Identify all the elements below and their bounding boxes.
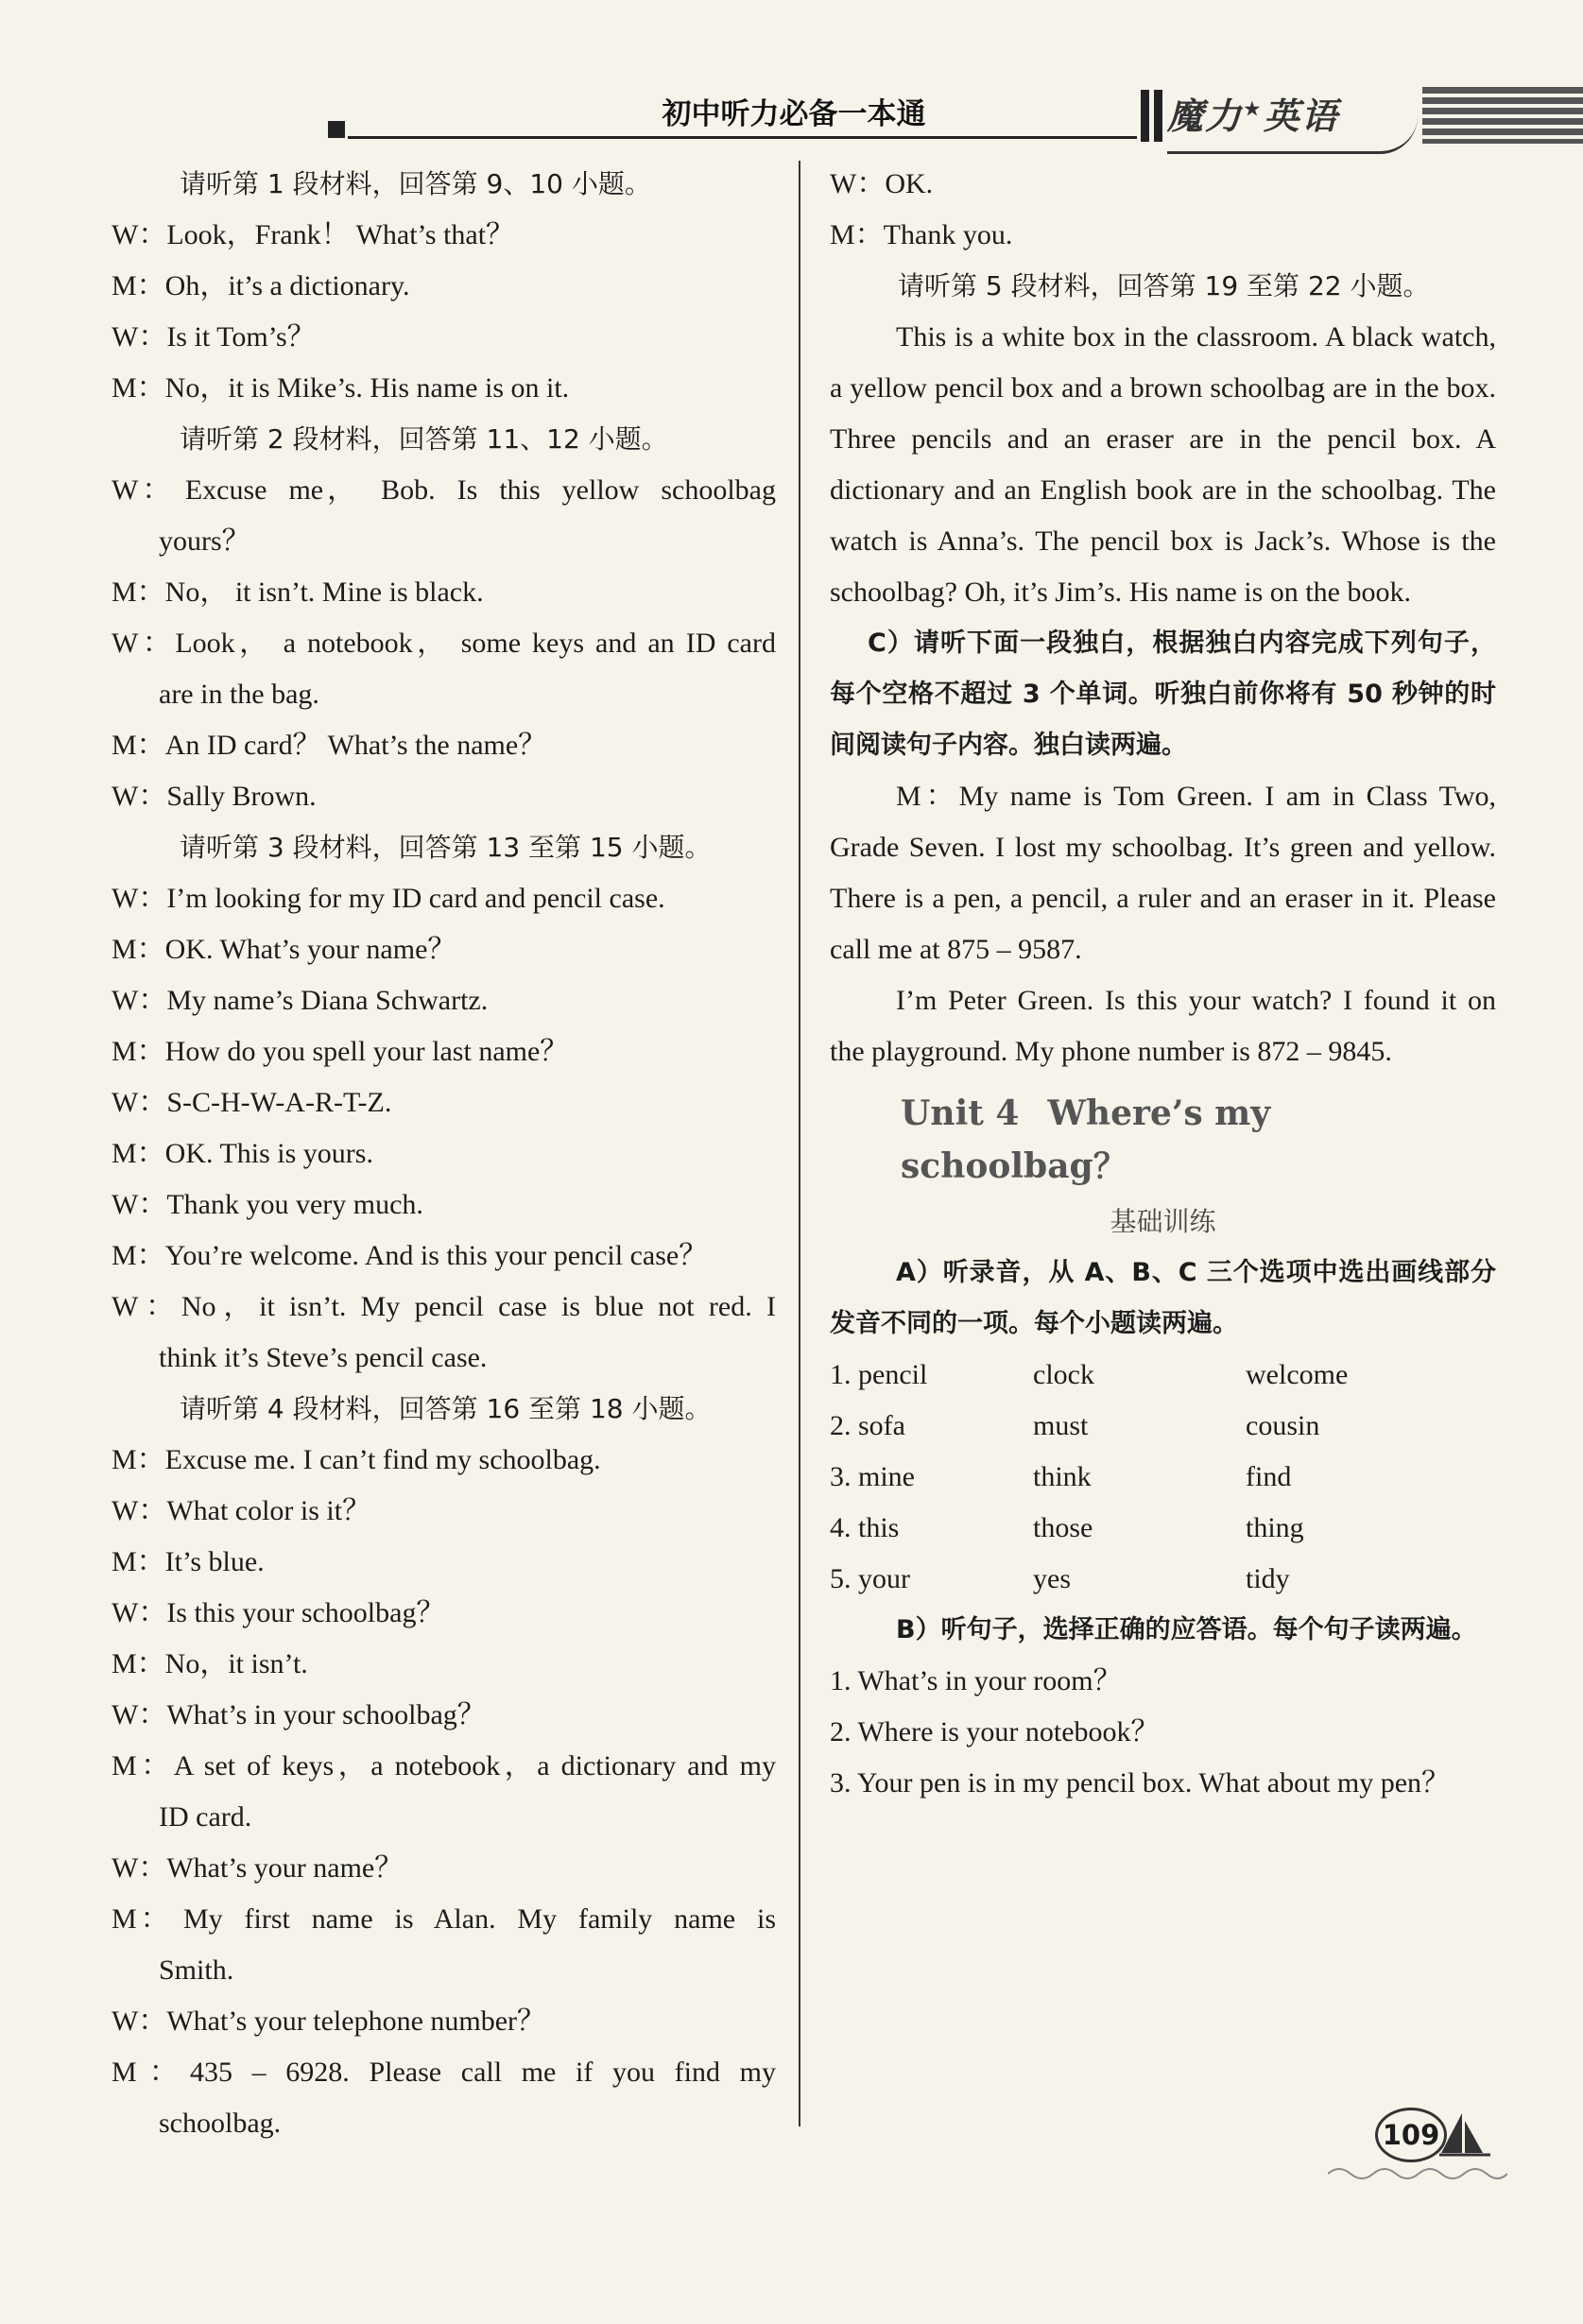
page-number-badge	[1375, 2108, 1498, 2164]
dialogue-line: W：I’m looking for my ID card and pencil case.	[112, 883, 665, 914]
section-heading: 请听第 1 段材料，回答第 9、10 小题。	[180, 168, 651, 199]
dialogue-line: M：No， it isn’t. Mine is black.	[112, 577, 484, 608]
dialogue-line: W：My name’s Diana Schwartz.	[112, 985, 489, 1016]
dialogue-line: W：OK.	[830, 168, 934, 199]
partA-row	[830, 1452, 1496, 1503]
dialogue-line: W：Is it Tom’s？	[112, 321, 316, 353]
dialogue-line: W：Look， a notebook， some keys and an ID card	[112, 628, 776, 659]
right-column	[830, 159, 1496, 1809]
dialogue-continuation: Smith.	[159, 1954, 234, 1986]
partA-row	[830, 1503, 1496, 1554]
section-heading: 请听第 4 段材料，回答第 16 至第 18 小题。	[180, 1393, 712, 1424]
option-c: tidy	[1246, 1563, 1290, 1594]
column-divider	[799, 161, 800, 2126]
partC-instruction: C）请听下面一段独白，根据独白内容完成下列句子，每个空格不超过 3 个单词。听独白前你将有 50 秒钟的时间阅读句子内容。独白读两遍。	[830, 628, 1496, 760]
partB-item: 1. What’s in your room？	[830, 1665, 1122, 1696]
header-square-mark	[328, 121, 345, 138]
section5-paragraph: This is a white box in the classroom. A black watch, a yellow pencil box and a brown schoolbag are in the box. Three pencils and an eraser are in the pencil box. A dictionary and an English book are in the schoolbag. The watch is Anna’s. The pencil box is Jack’s. Whose is the schoolbag? Oh, it’s Jim’s. His name is on the book.	[830, 321, 1496, 608]
dialogue-line: W：No，it isn’t. My pencil case is blue not red. I	[112, 1291, 776, 1322]
wave-decoration	[1328, 2164, 1507, 2183]
dialogue-line: M：No，it isn’t.	[112, 1648, 308, 1679]
dialogue-continuation: are in the bag.	[159, 679, 319, 710]
monologue-paragraph: I’m Peter Green. Is this your watch? I found it on the playground. My phone number is 872 – 9845.	[830, 985, 1496, 1067]
partA-instruction: A）听录音，从 A、B、C 三个选项中选出画线部分发音不同的一项。每个小题读两遍。	[830, 1258, 1496, 1338]
section-heading: 请听第 3 段材料，回答第 13 至第 15 小题。	[180, 832, 712, 863]
dialogue-line: M：No，it is Mike’s. His name is on it.	[112, 372, 570, 404]
left-column	[112, 159, 776, 2149]
dialogue-line: W：S-C-H-W-A-R-T-Z.	[112, 1087, 392, 1118]
option-b: clock	[1033, 1359, 1094, 1390]
option-c: welcome	[1246, 1359, 1349, 1390]
subtitle: 基础训练	[1110, 1206, 1216, 1237]
dialogue-line: M：Oh，it’s a dictionary.	[112, 270, 410, 301]
unit-label: Unit 4	[901, 1093, 1020, 1133]
partA-row	[830, 1401, 1496, 1452]
option-a: 3. mine	[830, 1461, 915, 1492]
dialogue-line: W：Look，Frank！ What’s that？	[112, 219, 515, 250]
dialogue-continuation: think it’s Steve’s pencil case.	[159, 1342, 488, 1373]
brand-left: 魔力	[1167, 95, 1244, 137]
option-a: 5. your	[830, 1563, 910, 1594]
star-icon: ★	[1243, 97, 1264, 122]
option-c: find	[1246, 1461, 1292, 1492]
unit-heading	[830, 1087, 1496, 1193]
header-rule	[348, 136, 1137, 139]
dialogue-line: W：What’s in your schoolbag？	[112, 1699, 486, 1730]
option-c: thing	[1246, 1512, 1304, 1543]
brand-logo	[1167, 87, 1418, 154]
header-title: 初中听力必备一本通	[662, 97, 926, 131]
option-b: yes	[1033, 1563, 1071, 1594]
dialogue-line: M：You’re welcome. And is this your pencil case？	[112, 1240, 708, 1271]
option-b: think	[1033, 1461, 1092, 1492]
dialogue-line: W：What’s your name？	[112, 1852, 404, 1884]
option-a: 4. this	[830, 1512, 900, 1543]
option-c: cousin	[1246, 1410, 1320, 1441]
partA-row	[830, 1350, 1496, 1401]
monologue-paragraph: M：My name is Tom Green. I am in Class Two, Grade Seven. I lost my schoolbag. It’s green and yellow. There is a pen, a pencil, a ruler and an eraser in it. Please call me at 875 – 9587.	[830, 781, 1496, 965]
dialogue-line: W： Excuse me， Bob. Is this yellow schoolbag	[112, 474, 776, 506]
option-b: must	[1033, 1410, 1089, 1441]
section-heading: 请听第 5 段材料，回答第 19 至第 22 小题。	[898, 270, 1430, 301]
dialogue-line: M：A set of keys，a notebook，a dictionary and my	[112, 1750, 776, 1782]
option-a: 2. sofa	[830, 1410, 905, 1441]
dialogue-continuation: yours？	[159, 525, 250, 557]
option-a: 1. pencil	[830, 1359, 928, 1390]
header-stripes	[1422, 87, 1583, 144]
section-heading: 请听第 2 段材料，回答第 11、12 小题。	[180, 423, 668, 455]
dialogue-continuation: schoolbag.	[159, 2108, 282, 2139]
dialogue-line: M：Thank you.	[830, 219, 1013, 250]
dialogue-line: W：Is this your schoolbag？	[112, 1597, 445, 1628]
unit-title: Where’s my schoolbag？	[901, 1093, 1271, 1186]
brand-right: 英语	[1263, 95, 1339, 137]
dialogue-line: M：OK. What’s your name？	[112, 934, 456, 965]
partB-instruction: B）听句子，选择正确的应答语。每个句子读两遍。	[896, 1615, 1477, 1644]
partB-item: 2. Where is your notebook？	[830, 1716, 1160, 1747]
dialogue-line: W：What’s your telephone number？	[112, 2006, 546, 2037]
dialogue-line: M：435 – 6928. Please call me if you find my	[112, 2057, 776, 2088]
page-number: 109	[1375, 2108, 1447, 2162]
partA-row	[830, 1554, 1496, 1605]
dialogue-line: M：An ID card？ What’s the name？	[112, 730, 547, 761]
dialogue-continuation: ID card.	[159, 1801, 252, 1833]
page-header	[0, 0, 1583, 151]
dialogue-line: M：Excuse me. I can’t find my schoolbag.	[112, 1444, 601, 1475]
dialogue-line: W：Sally Brown.	[112, 781, 317, 812]
dialogue-line: M：How do you spell your last name？	[112, 1036, 569, 1067]
option-b: those	[1033, 1512, 1093, 1543]
dialogue-line: W：What color is it？	[112, 1495, 371, 1526]
dialogue-line: M：OK. This is yours.	[112, 1138, 373, 1169]
partB-item: 3. Your pen is in my pencil box. What about my pen？	[830, 1767, 1451, 1799]
dialogue-line: M：It’s blue.	[112, 1546, 265, 1577]
dialogue-line: M： My first name is Alan. My family name is	[112, 1903, 776, 1935]
dialogue-line: W：Thank you very much.	[112, 1189, 423, 1220]
sailboat-icon	[1437, 2109, 1494, 2160]
